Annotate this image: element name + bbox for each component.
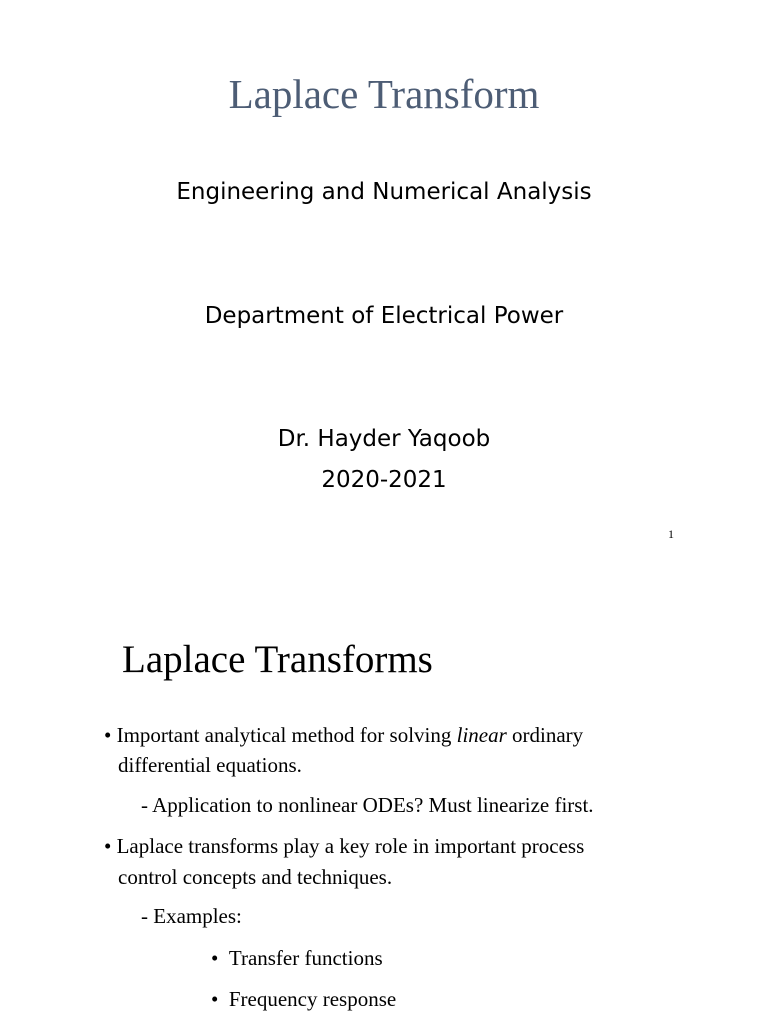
bullet-continuation: differential equations. (118, 753, 302, 777)
slide-title: Laplace Transforms (122, 638, 433, 681)
sub-item: - Application to nonlinear ODEs? Must linearize first. (141, 793, 594, 817)
sub-item: - Examples: (141, 904, 242, 928)
bullet-icon: • (104, 723, 112, 747)
example-text: Frequency response (228, 987, 397, 1011)
bullet-text: Laplace transforms play a key role in important process (116, 834, 585, 858)
bullet-item (104, 721, 583, 749)
example-text: Transfer functions (228, 946, 383, 970)
bullet-continuation: control concepts and techniques. (118, 865, 393, 889)
bullet-emphasis: linear (456, 723, 507, 747)
bullet-icon: • (211, 946, 219, 970)
bullet-icon: • (211, 987, 219, 1011)
bullet-item (104, 832, 584, 860)
course-name: Engineering and Numerical Analysis (176, 179, 592, 205)
bullet-icon: • (104, 834, 112, 858)
example-item (211, 944, 383, 972)
slide-title: Laplace Transform (228, 71, 540, 117)
content-slide (0, 580, 768, 1024)
page-number: 1 (668, 527, 674, 541)
department-name: Department of Electrical Power (204, 303, 564, 329)
author-name: Dr. Hayder Yaqoob (277, 426, 491, 452)
example-item (211, 985, 396, 1013)
academic-year: 2020-2021 (321, 467, 447, 493)
bullet-text: Important analytical method for solving (116, 723, 457, 747)
bullet-text: ordinary (506, 723, 584, 747)
